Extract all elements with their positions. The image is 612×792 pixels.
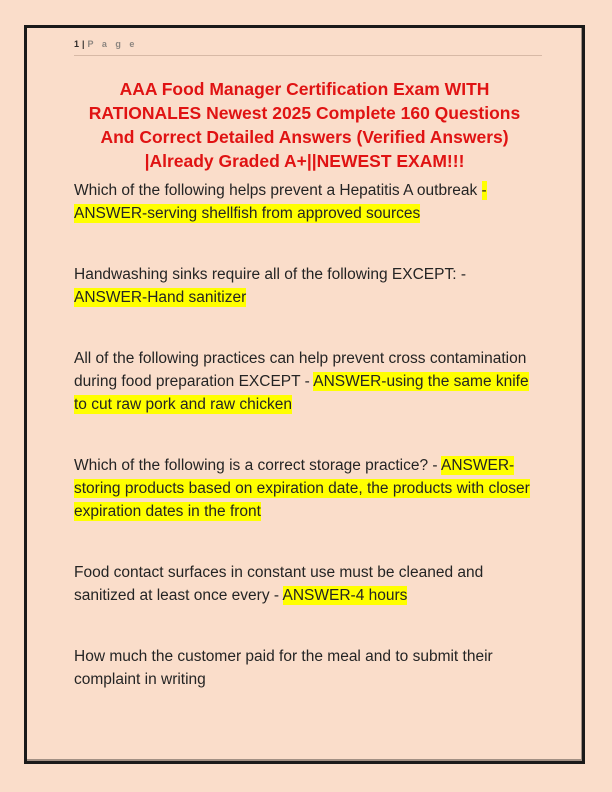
title-line: And Correct Detailed Answers (Verified Answers) bbox=[100, 127, 509, 147]
document-page-frame bbox=[24, 25, 585, 764]
title-line: RATIONALES Newest 2025 Complete 160 Questions bbox=[88, 103, 521, 123]
header-separator: | bbox=[82, 39, 85, 49]
answer-highlight: ANSWER-using the same knife to cut raw pork and raw chicken bbox=[74, 373, 529, 413]
question-text: All of the following practices can help prevent cross contamination during food preparation EXCEPT - bbox=[74, 350, 527, 390]
question-text: Food contact surfaces in constant use must be cleaned and sanitized at least once every - bbox=[74, 564, 484, 604]
qa-paragraph bbox=[74, 454, 542, 523]
qa-paragraph bbox=[74, 179, 542, 225]
qa-paragraph bbox=[74, 561, 542, 607]
page-header bbox=[74, 39, 542, 56]
question-text: How much the customer paid for the meal and to submit their complaint in writing bbox=[74, 648, 493, 688]
question-text: Which of the following is a correct storage practice? - bbox=[74, 457, 441, 474]
answer-highlight: - ANSWER-serving shellfish from approved sources bbox=[74, 182, 487, 222]
title-line: |Already Graded A+||NEWEST EXAM!!! bbox=[144, 151, 465, 171]
page-label: P a g e bbox=[87, 39, 138, 49]
question-text: Handwashing sinks require all of the following EXCEPT: - bbox=[74, 266, 466, 283]
title-line: AAA Food Manager Certification Exam WITH bbox=[119, 79, 490, 99]
answer-highlight: ANSWER-4 hours bbox=[282, 587, 408, 604]
answer-highlight: ANSWER-Hand sanitizer bbox=[74, 289, 247, 306]
page-number: 1 bbox=[74, 39, 80, 49]
qa-paragraph bbox=[74, 645, 542, 691]
question-text: Which of the following helps prevent a Hepatitis A outbreak bbox=[74, 182, 482, 199]
document-title bbox=[57, 77, 552, 173]
qa-paragraph bbox=[74, 263, 542, 309]
document-body bbox=[74, 179, 542, 691]
qa-paragraph bbox=[74, 347, 542, 416]
answer-highlight: ANSWER-storing products based on expiration date, the products with closer expiration dates in the front bbox=[74, 457, 530, 520]
